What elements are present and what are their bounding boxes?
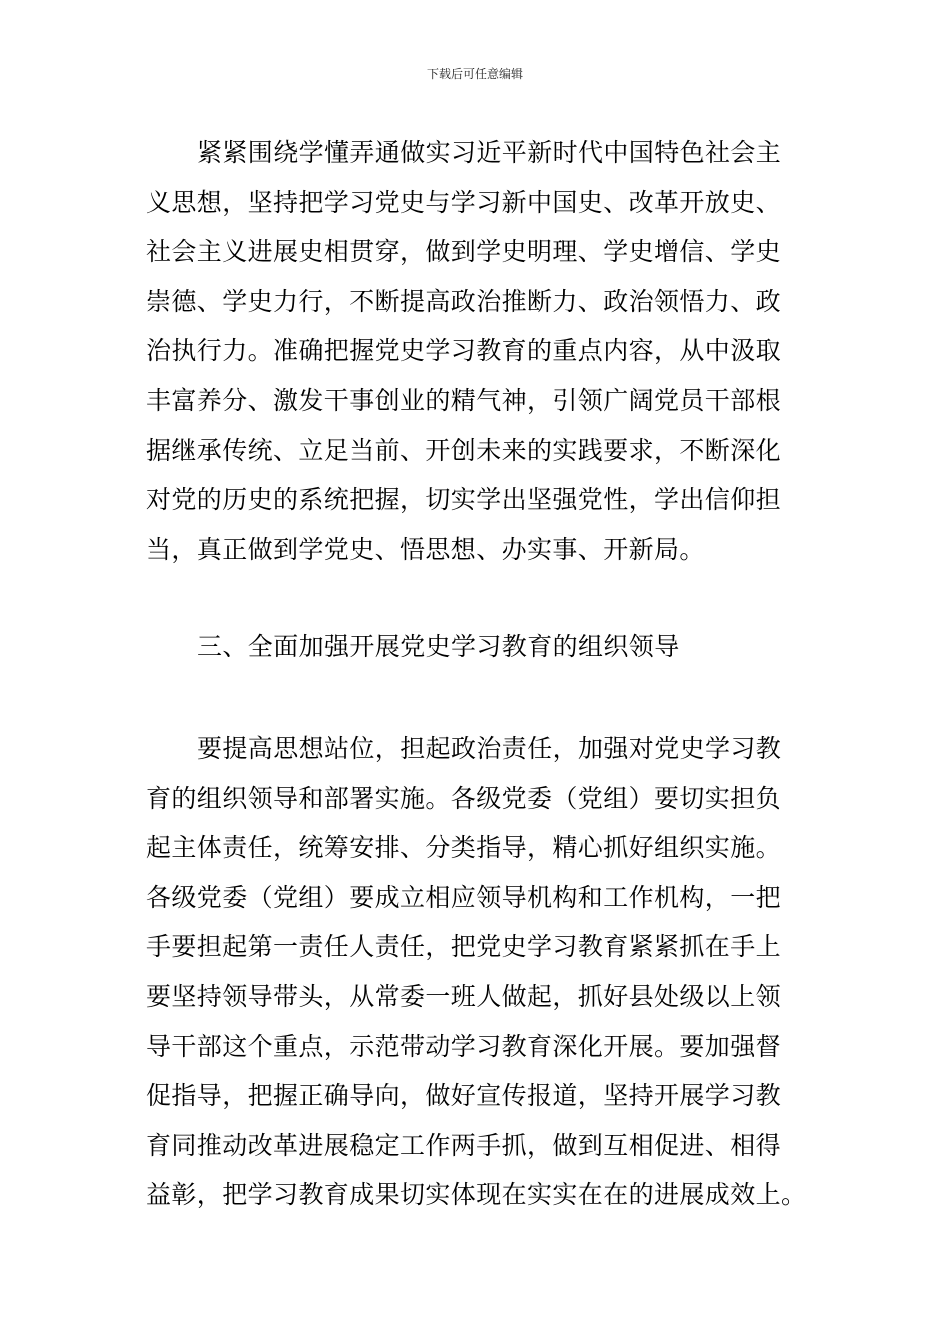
text-line: 社会主义进展史相贯穿，做到学史明理、学史增信、学史 <box>146 237 782 267</box>
text-line: 义思想，坚持把学习党史与学习新中国史、改革开放史、 <box>146 187 782 217</box>
text-line: 益彰，把学习教育成果切实体现在实实在在的进展成效上。 <box>146 1180 807 1210</box>
text-line: 丰富养分、激发干事创业的精气神，引领广阔党员干部根 <box>146 385 782 415</box>
text-line: 导干部这个重点，示范带动学习教育深化开展。要加强督 <box>146 1031 782 1061</box>
text-line: 各级党委（党组）要成立相应领导机构和工作机构，一把 <box>146 882 782 912</box>
text-line: 育同推动改革进展稳定工作两手抓，做到互相促进、相得 <box>146 1130 782 1160</box>
text-line: 紧紧围绕学懂弄通做实习近平新时代中国特色社会主 <box>197 138 782 167</box>
text-line: 要坚持领导带头，从常委一班人做起，抓好县处级以上领 <box>146 981 782 1011</box>
text-line: 当，真正做到学党史、悟思想、办实事、开新局。 <box>146 534 705 564</box>
text-line: 手要担起第一责任人责任，把党史学习教育紧紧抓在手上 <box>146 932 782 962</box>
text-line: 对党的历史的系统把握，切实学出坚强党性，学出信仰担 <box>146 485 782 515</box>
text-line: 要提高思想站位，担起政治责任，加强对党史学习教 <box>197 734 782 763</box>
paragraph-2 <box>146 724 806 1220</box>
section-heading <box>197 622 817 672</box>
text-line: 据继承传统、立足当前、开创未来的实践要求，不断深化 <box>146 435 782 465</box>
text-line: 起主体责任，统筹安排、分类指导，精心抓好组织实施。 <box>146 833 782 863</box>
text-line: 育的组织领导和部署实施。各级党委（党组）要切实担负 <box>146 783 782 813</box>
text-line: 治执行力。准确把握党史学习教育的重点内容，从中汲取 <box>146 336 782 366</box>
section-heading-text: 三、全面加强开展党史学习教育的组织领导 <box>197 632 680 661</box>
page-header: 下载后可任意编辑 <box>426 67 523 81</box>
text-line: 崇德、学史力行，不断提高政治推断力、政治领悟力、政 <box>146 286 782 316</box>
paragraph-1 <box>146 128 806 574</box>
text-line: 促指导，把握正确导向，做好宣传报道，坚持开展学习教 <box>146 1081 782 1111</box>
